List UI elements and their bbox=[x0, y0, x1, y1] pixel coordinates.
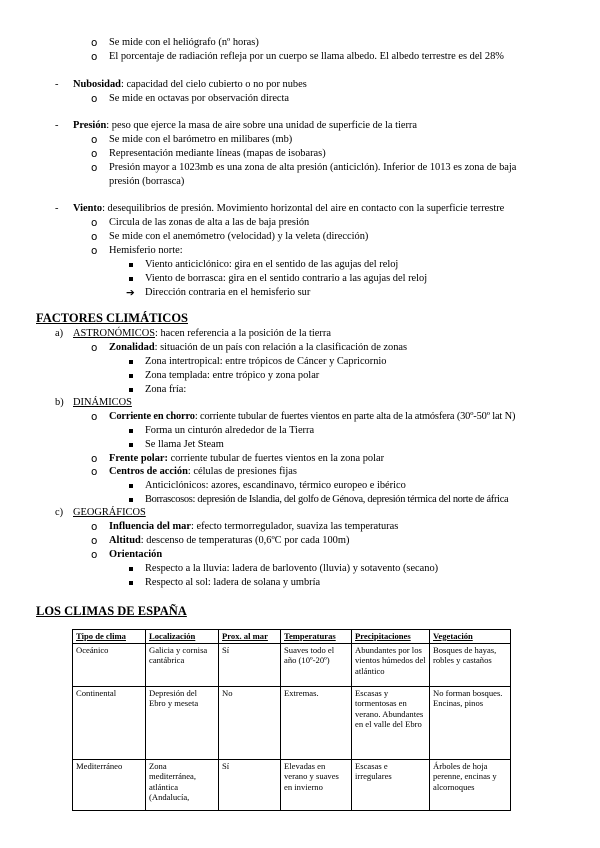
nubosidad-term: Nubosidad bbox=[73, 79, 121, 90]
list-item bbox=[109, 535, 349, 547]
sub-list-item: Viento anticiclónico: gira en el sentido de las agujas del reloj bbox=[145, 259, 399, 270]
table-row bbox=[73, 644, 511, 687]
sub-list-item: Borrascosos: depresión de Islandia, del golfo de Génova, depresión térmica del norte de áfrica bbox=[145, 494, 509, 505]
table-header-row bbox=[73, 630, 511, 644]
zonalidad-term: Zonalidad bbox=[109, 342, 155, 353]
column-header: Localización bbox=[146, 630, 219, 644]
table-cell: Suaves todo el año (10º-20º) bbox=[281, 644, 352, 687]
centros-term: Centros de acción bbox=[109, 466, 188, 477]
altitud-text: : descenso de temperaturas (0,6ºC por cada 100m) bbox=[140, 535, 350, 546]
circle-bullet-icon: o bbox=[91, 37, 98, 49]
list-item-continuation: presión (borrasca) bbox=[109, 176, 185, 187]
sub-list-item: Forma un cinturón alrededor de la Tierra bbox=[145, 425, 315, 436]
table-cell: Oceánico bbox=[73, 644, 146, 687]
circle-bullet-icon: o bbox=[91, 466, 98, 478]
sub-list-item: Respecto al sol: ladera de solana y umbría bbox=[145, 577, 321, 588]
list-item: Se mide en octavas por observación directa bbox=[109, 93, 290, 104]
centros-text: : células de presiones fijas bbox=[187, 466, 297, 477]
sub-list-item: Anticiclónicos: azores, escandinavo, térmico europeo e ibérico bbox=[145, 480, 406, 491]
square-bullet-icon bbox=[129, 567, 133, 571]
square-bullet-icon bbox=[129, 581, 133, 585]
circle-bullet-icon: o bbox=[91, 245, 98, 257]
subsection-text: : hacen referencia a la posición de la tierra bbox=[154, 328, 331, 339]
frente-term: Frente polar: bbox=[109, 453, 168, 464]
square-bullet-icon bbox=[129, 374, 133, 378]
climate-table bbox=[72, 629, 511, 811]
list-item bbox=[109, 453, 384, 465]
square-bullet-icon bbox=[129, 277, 133, 281]
circle-bullet-icon: o bbox=[91, 217, 98, 229]
dash-marker: - bbox=[55, 120, 59, 131]
nubosidad-text: : capacidad del cielo cubierto o no por nubes bbox=[120, 79, 307, 90]
circle-bullet-icon: o bbox=[91, 51, 98, 63]
section-heading: FACTORES CLIMÁTICOS bbox=[36, 311, 188, 325]
list-item: Se mide con el barómetro en milibares (mb) bbox=[109, 134, 293, 145]
right-arrow-icon: ➔ bbox=[126, 287, 135, 299]
list-item: Circula de las zonas de alta a las de baja presión bbox=[109, 217, 310, 228]
table-cell: Mediterráneo bbox=[73, 760, 146, 811]
zonalidad-text: : situación de un país con relación a la clasificación de zonas bbox=[154, 342, 408, 353]
list-marker: c) bbox=[55, 507, 64, 518]
list-marker: b) bbox=[55, 397, 64, 408]
corriente-term: Corriente en chorro bbox=[109, 411, 195, 422]
presion-text: : peso que ejerce la masa de aire sobre una unidad de superficie de la tierra bbox=[106, 120, 418, 131]
sub-list-item: Dirección contraria en el hemisferio sur bbox=[145, 287, 311, 298]
nubosidad-paragraph bbox=[73, 79, 307, 91]
list-item bbox=[109, 342, 407, 354]
table-cell: Continental bbox=[73, 687, 146, 760]
table-cell: Depresión del Ebro y meseta bbox=[146, 687, 219, 760]
table-cell: No forman bosques. Encinas, pinos bbox=[430, 687, 511, 760]
table-cell: Zona mediterránea, atlántica (Andalucía, bbox=[146, 760, 219, 811]
circle-bullet-icon: o bbox=[91, 148, 98, 160]
table-cell: Árboles de hoja perenne, encinas y alcornoques bbox=[430, 760, 511, 811]
table-cell: Abundantes por los vientos húmedos del atlántico bbox=[352, 644, 430, 687]
presion-term: Presión bbox=[73, 120, 107, 131]
square-bullet-icon bbox=[129, 443, 133, 447]
square-bullet-icon bbox=[129, 498, 133, 502]
list-item bbox=[109, 521, 398, 533]
dash-marker: - bbox=[55, 79, 59, 90]
dash-marker: - bbox=[55, 203, 59, 214]
section-heading: LOS CLIMAS DE ESPAÑA bbox=[36, 604, 187, 618]
square-bullet-icon bbox=[129, 388, 133, 392]
frente-text: corriente tubular de fuertes vientos en la zona polar bbox=[167, 453, 385, 464]
list-item: Se mide con el anemómetro (velocidad) y la veleta (dirección) bbox=[109, 231, 369, 242]
list-item bbox=[109, 466, 297, 478]
altitud-term: Altitud bbox=[109, 535, 141, 546]
subsection-title: ASTRONÓMICOS bbox=[73, 328, 155, 339]
sub-list-item: Zona fría: bbox=[145, 384, 187, 395]
circle-bullet-icon: o bbox=[91, 411, 98, 423]
viento-term: Viento bbox=[73, 203, 103, 214]
circle-bullet-icon: o bbox=[91, 453, 98, 465]
square-bullet-icon bbox=[129, 429, 133, 433]
circle-bullet-icon: o bbox=[91, 134, 98, 146]
list-marker: a) bbox=[55, 328, 64, 339]
table-cell: Extremas. bbox=[281, 687, 352, 760]
list-item bbox=[109, 411, 515, 423]
viento-paragraph bbox=[73, 203, 504, 215]
table-cell: Elevadas en verano y suaves en invierno bbox=[281, 760, 352, 811]
sub-list-item: Zona templada: entre trópico y zona polar bbox=[145, 370, 320, 381]
sub-list-item: Se llama Jet Steam bbox=[145, 439, 224, 450]
table-row bbox=[73, 760, 511, 811]
list-item: El porcentaje de radiación refleja por un cuerpo se llama albedo. El albedo terrestre es del 28% bbox=[109, 51, 504, 62]
list-item: Presión mayor a 1023mb es una zona de alta presión (anticiclón). Inferior de 1013 es zona de baja bbox=[109, 162, 517, 173]
table-cell: Bosques de hayas, robles y castaños bbox=[430, 644, 511, 687]
subsection-paragraph bbox=[73, 328, 331, 340]
influencia-text: : efecto termorregulador, suaviza las temperaturas bbox=[190, 521, 399, 532]
list-item: Se mide con el heliógrafo (nº horas) bbox=[109, 37, 259, 48]
viento-text: : desequilibrios de presión. Movimiento horizontal del aire en contacto con la superficie terrestre bbox=[102, 203, 505, 214]
table-cell: Galicia y cornisa cantábrica bbox=[146, 644, 219, 687]
corriente-text: : corriente tubular de fuertes vientos en parte alta de la atmósfera (30º-50º lat N) bbox=[194, 411, 516, 422]
subsection-title: GEOGRÁFICOS bbox=[73, 507, 146, 518]
table-cell: No bbox=[219, 687, 281, 760]
square-bullet-icon bbox=[129, 263, 133, 267]
influencia-term: Influencia del mar bbox=[109, 521, 191, 532]
list-item: Representación mediante líneas (mapas de isobaras) bbox=[109, 148, 326, 159]
column-header: Vegetación bbox=[430, 630, 511, 644]
sub-list-item: Respecto a la lluvia: ladera de barlovento (lluvia) y sotavento (secano) bbox=[145, 563, 439, 574]
presion-paragraph bbox=[73, 120, 417, 132]
circle-bullet-icon: o bbox=[91, 231, 98, 243]
circle-bullet-icon: o bbox=[91, 162, 98, 174]
circle-bullet-icon: o bbox=[91, 535, 98, 547]
subsection-title: DINÁMICOS bbox=[73, 397, 132, 408]
column-header: Tipo de clima bbox=[73, 630, 146, 644]
sub-list-item: Zona intertropical: entre trópicos de Cáncer y Capricornio bbox=[145, 356, 387, 367]
table-cell: Escasas y tormentosas en verano. Abundantes en el valle del Ebro bbox=[352, 687, 430, 760]
circle-bullet-icon: o bbox=[91, 521, 98, 533]
orientacion-term: Orientación bbox=[109, 549, 163, 560]
square-bullet-icon bbox=[129, 360, 133, 364]
list-item: Hemisferio norte: bbox=[109, 245, 183, 256]
sub-list-item: Viento de borrasca: gira en el sentido contrario a las agujas del reloj bbox=[145, 273, 428, 284]
table-row bbox=[73, 687, 511, 760]
table-cell: Sí bbox=[219, 760, 281, 811]
circle-bullet-icon: o bbox=[91, 342, 98, 354]
column-header: Temperaturas bbox=[281, 630, 352, 644]
column-header: Prox. al mar bbox=[219, 630, 281, 644]
table-cell: Sí bbox=[219, 644, 281, 687]
table-cell: Escasas e irregulares bbox=[352, 760, 430, 811]
circle-bullet-icon: o bbox=[91, 93, 98, 105]
circle-bullet-icon: o bbox=[91, 549, 98, 561]
column-header: Precipitaciones bbox=[352, 630, 430, 644]
square-bullet-icon bbox=[129, 484, 133, 488]
